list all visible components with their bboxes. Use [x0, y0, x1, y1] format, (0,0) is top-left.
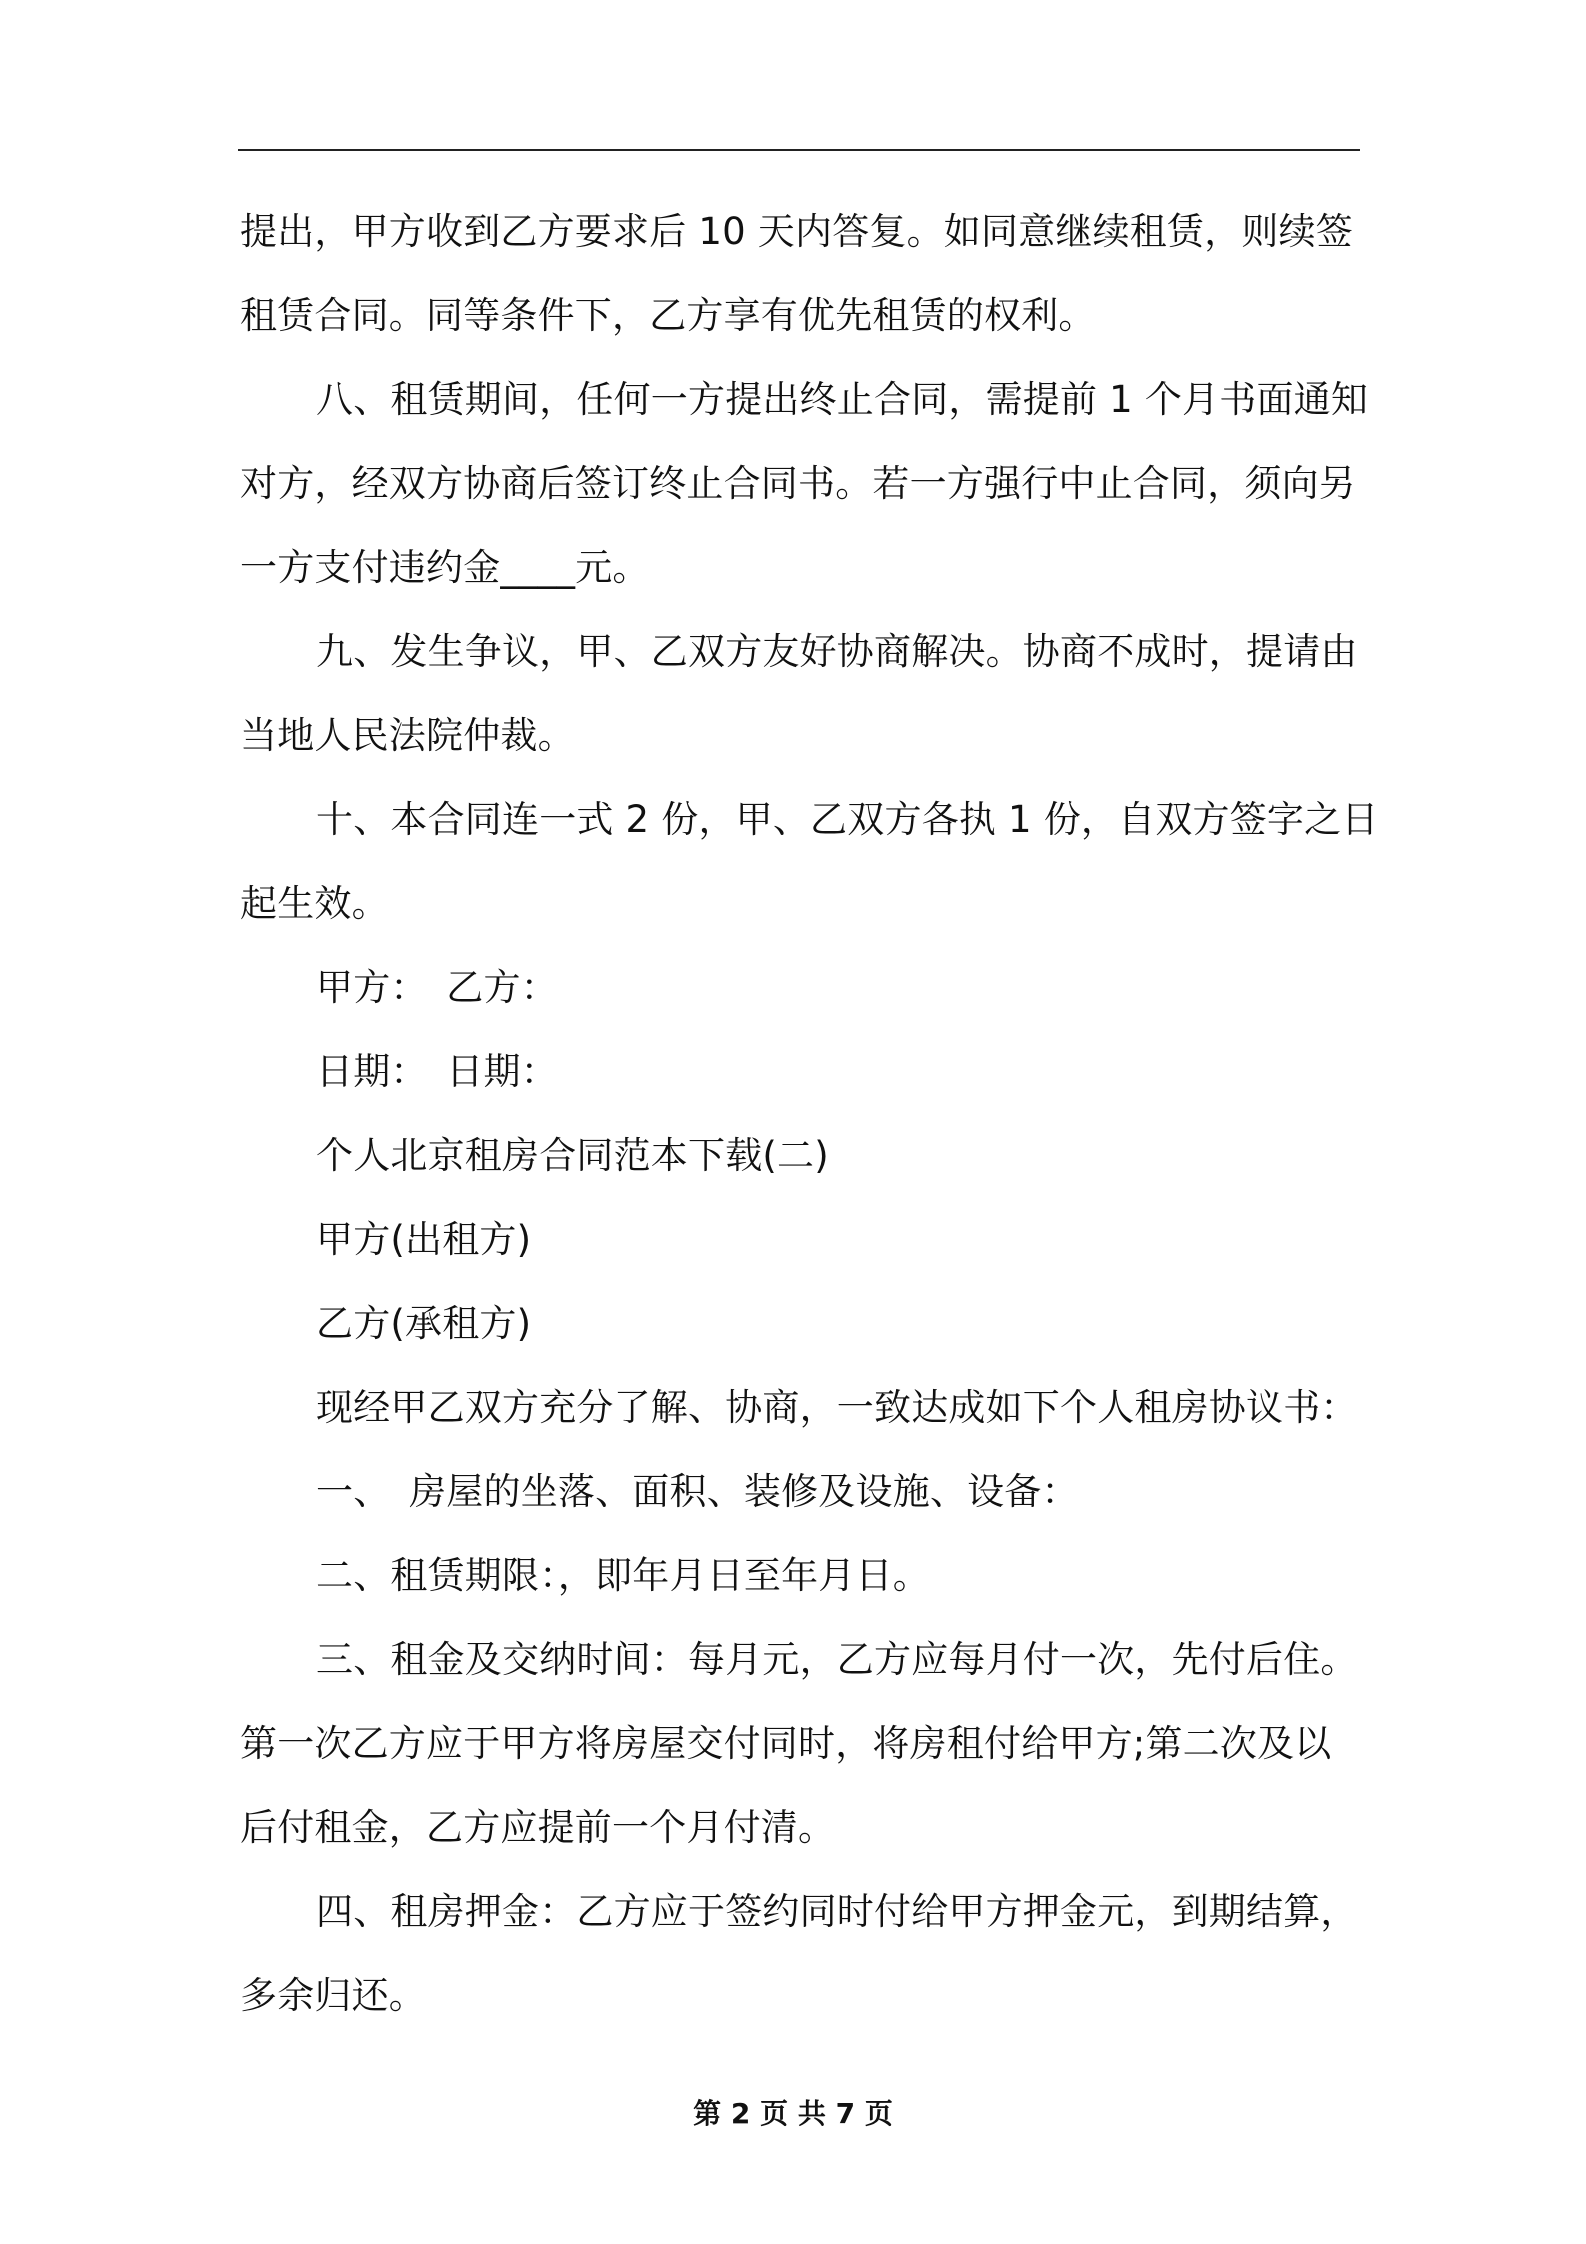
party-b-label: 乙方(承租方) — [316, 1302, 532, 1345]
party-a-label: 甲方(出租方) — [316, 1218, 532, 1261]
clause-ten: 十、本合同连一式 2 份，甲、乙双方各执 1 份，自双方签字之日 — [316, 798, 1379, 841]
clause-nine: 九、发生争议，甲、乙双方友好协商解决。协商不成时，提请由 — [316, 630, 1358, 673]
body-line: 租赁合同。同等条件下，乙方享有优先租赁的权利。 — [240, 294, 1096, 337]
body-line: 提出，甲方收到乙方要求后 10 天内答复。如同意继续租赁，则续签 — [240, 210, 1354, 253]
clause-one: 一、 房屋的坐落、面积、装修及设施、设备： — [316, 1470, 1079, 1513]
header-rule — [238, 149, 1360, 151]
page-number: 第 2 页 共 7 页 — [693, 2097, 893, 2130]
body-line: 后付租金，乙方应提前一个月付清。 — [240, 1806, 836, 1849]
body-line: 第一次乙方应于甲方将房屋交付同时，将房租付给甲方;第二次及以 — [240, 1722, 1332, 1765]
clause-eight: 八、租赁期间，任何一方提出终止合同，需提前 1 个月书面通知 — [316, 378, 1369, 421]
signature-parties: 甲方： 乙方： — [316, 966, 558, 1009]
document-body — [240, 190, 1379, 2038]
body-line: 一方支付违约金____元。 — [240, 546, 650, 589]
body-line: 当地人民法院仲裁。 — [240, 714, 575, 757]
body-line: 对方，经双方协商后签订终止合同书。若一方强行中止合同，须向另 — [240, 462, 1356, 505]
clause-four: 四、租房押金：乙方应于签约同时付给甲方押金元，到期结算， — [316, 1890, 1358, 1933]
body-line: 起生效。 — [240, 882, 389, 925]
section-title: 个人北京租房合同范本下载(二) — [316, 1134, 829, 1177]
body-line: 多余归还。 — [240, 1974, 426, 2017]
preamble: 现经甲乙双方充分了解、协商，一致达成如下个人租房协议书： — [316, 1386, 1358, 1429]
clause-three: 三、租金及交纳时间：每月元，乙方应每月付一次，先付后住。 — [316, 1638, 1358, 1681]
clause-two: 二、租赁期限：，即年月日至年月日。 — [316, 1554, 930, 1597]
signature-dates: 日期： 日期： — [316, 1050, 558, 1093]
